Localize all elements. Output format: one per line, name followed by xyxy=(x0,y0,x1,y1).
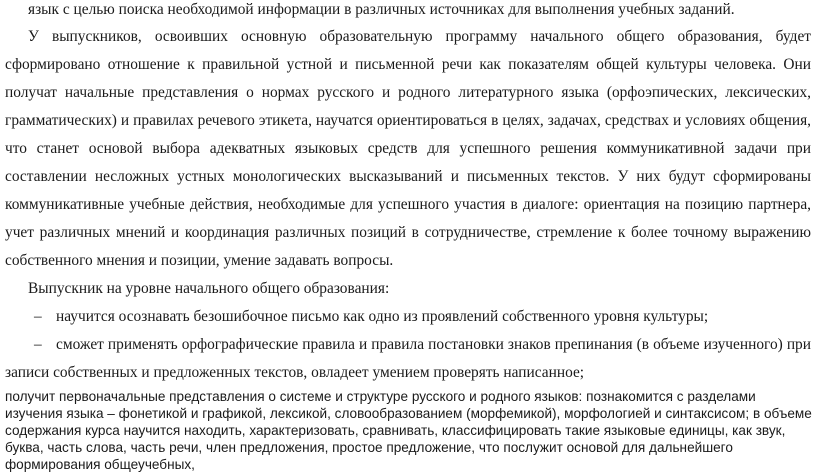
graduates-line-5: что станет основой выбора адекватных языковых средств для успешного решения коммуникативной задачи при xyxy=(5,140,811,157)
final-line-5: формирования общеучебных, xyxy=(5,457,195,472)
final-line-4: буква, часть слова, часть речи, член предложения, простое предложение, что послужит основой для дальнейшего xyxy=(5,440,733,455)
bullet-1-text: научится осознавать безошибочное письмо как одно из проявлений собственного уровня культуры; xyxy=(56,308,709,325)
bullet-dash: – xyxy=(34,308,42,325)
graduates-line-8: учет различных мнений и координация различных позиций в сотрудничестве, стремление к более точному выражению xyxy=(5,224,811,241)
final-line-2: изучения языка – фонетикой и графикой, лексикой, словообразованием (морфемикой), морфологией и синтаксисом; в объеме xyxy=(5,406,812,421)
graduates-line-3: получат начальные представления о нормах русского и родного литературного языка (орфоэпических, лексических, xyxy=(5,84,811,101)
intro-tail-line: язык с целью поиска необходимой информации в различных источниках для выполнения учебных заданий. xyxy=(28,1,735,18)
graduates-line-7: коммуникативные учебные действия, необходимые для успешного участия в диалоге: ориентация на позицию партнера, xyxy=(5,196,811,213)
graduates-line-1: У выпускников, освоивших основную образовательную программу начального общего образования, будет xyxy=(28,28,811,45)
final-line-3: содержания курса научится находить, характеризовать, сравнивать, классифицировать такие языковые единицы, как звук, xyxy=(5,423,786,438)
bullet-dash: – xyxy=(34,336,42,353)
final-line-1: получит первоначальные представления о системе и структуре русского и родного языков: познакомится с разделами xyxy=(5,389,756,404)
graduates-line-9: собственного мнения и позиции, умение задавать вопросы. xyxy=(5,252,394,269)
graduates-line-2: сформировано отношение к правильной устной и письменной речи как показателям общей культуры человека. Они xyxy=(5,56,811,73)
bullet-2-continuation: записи собственных и предложенных текстов, овладеет умением проверять написанное; xyxy=(5,364,585,381)
level-heading: Выпускник на уровне начального общего образования: xyxy=(28,280,390,297)
graduates-line-4: грамматических) и правилах речевого этикета, научатся ориентироваться в целях, задачах, средствах и условиях общения, xyxy=(5,112,811,129)
bullet-2-text: сможет применять орфографические правила и правила постановки знаков препинания (в объеме изученного) при xyxy=(56,336,811,353)
graduates-line-6: составлении несложных устных монологических высказываний и письменных текстов. У них будут сформированы xyxy=(5,168,811,185)
